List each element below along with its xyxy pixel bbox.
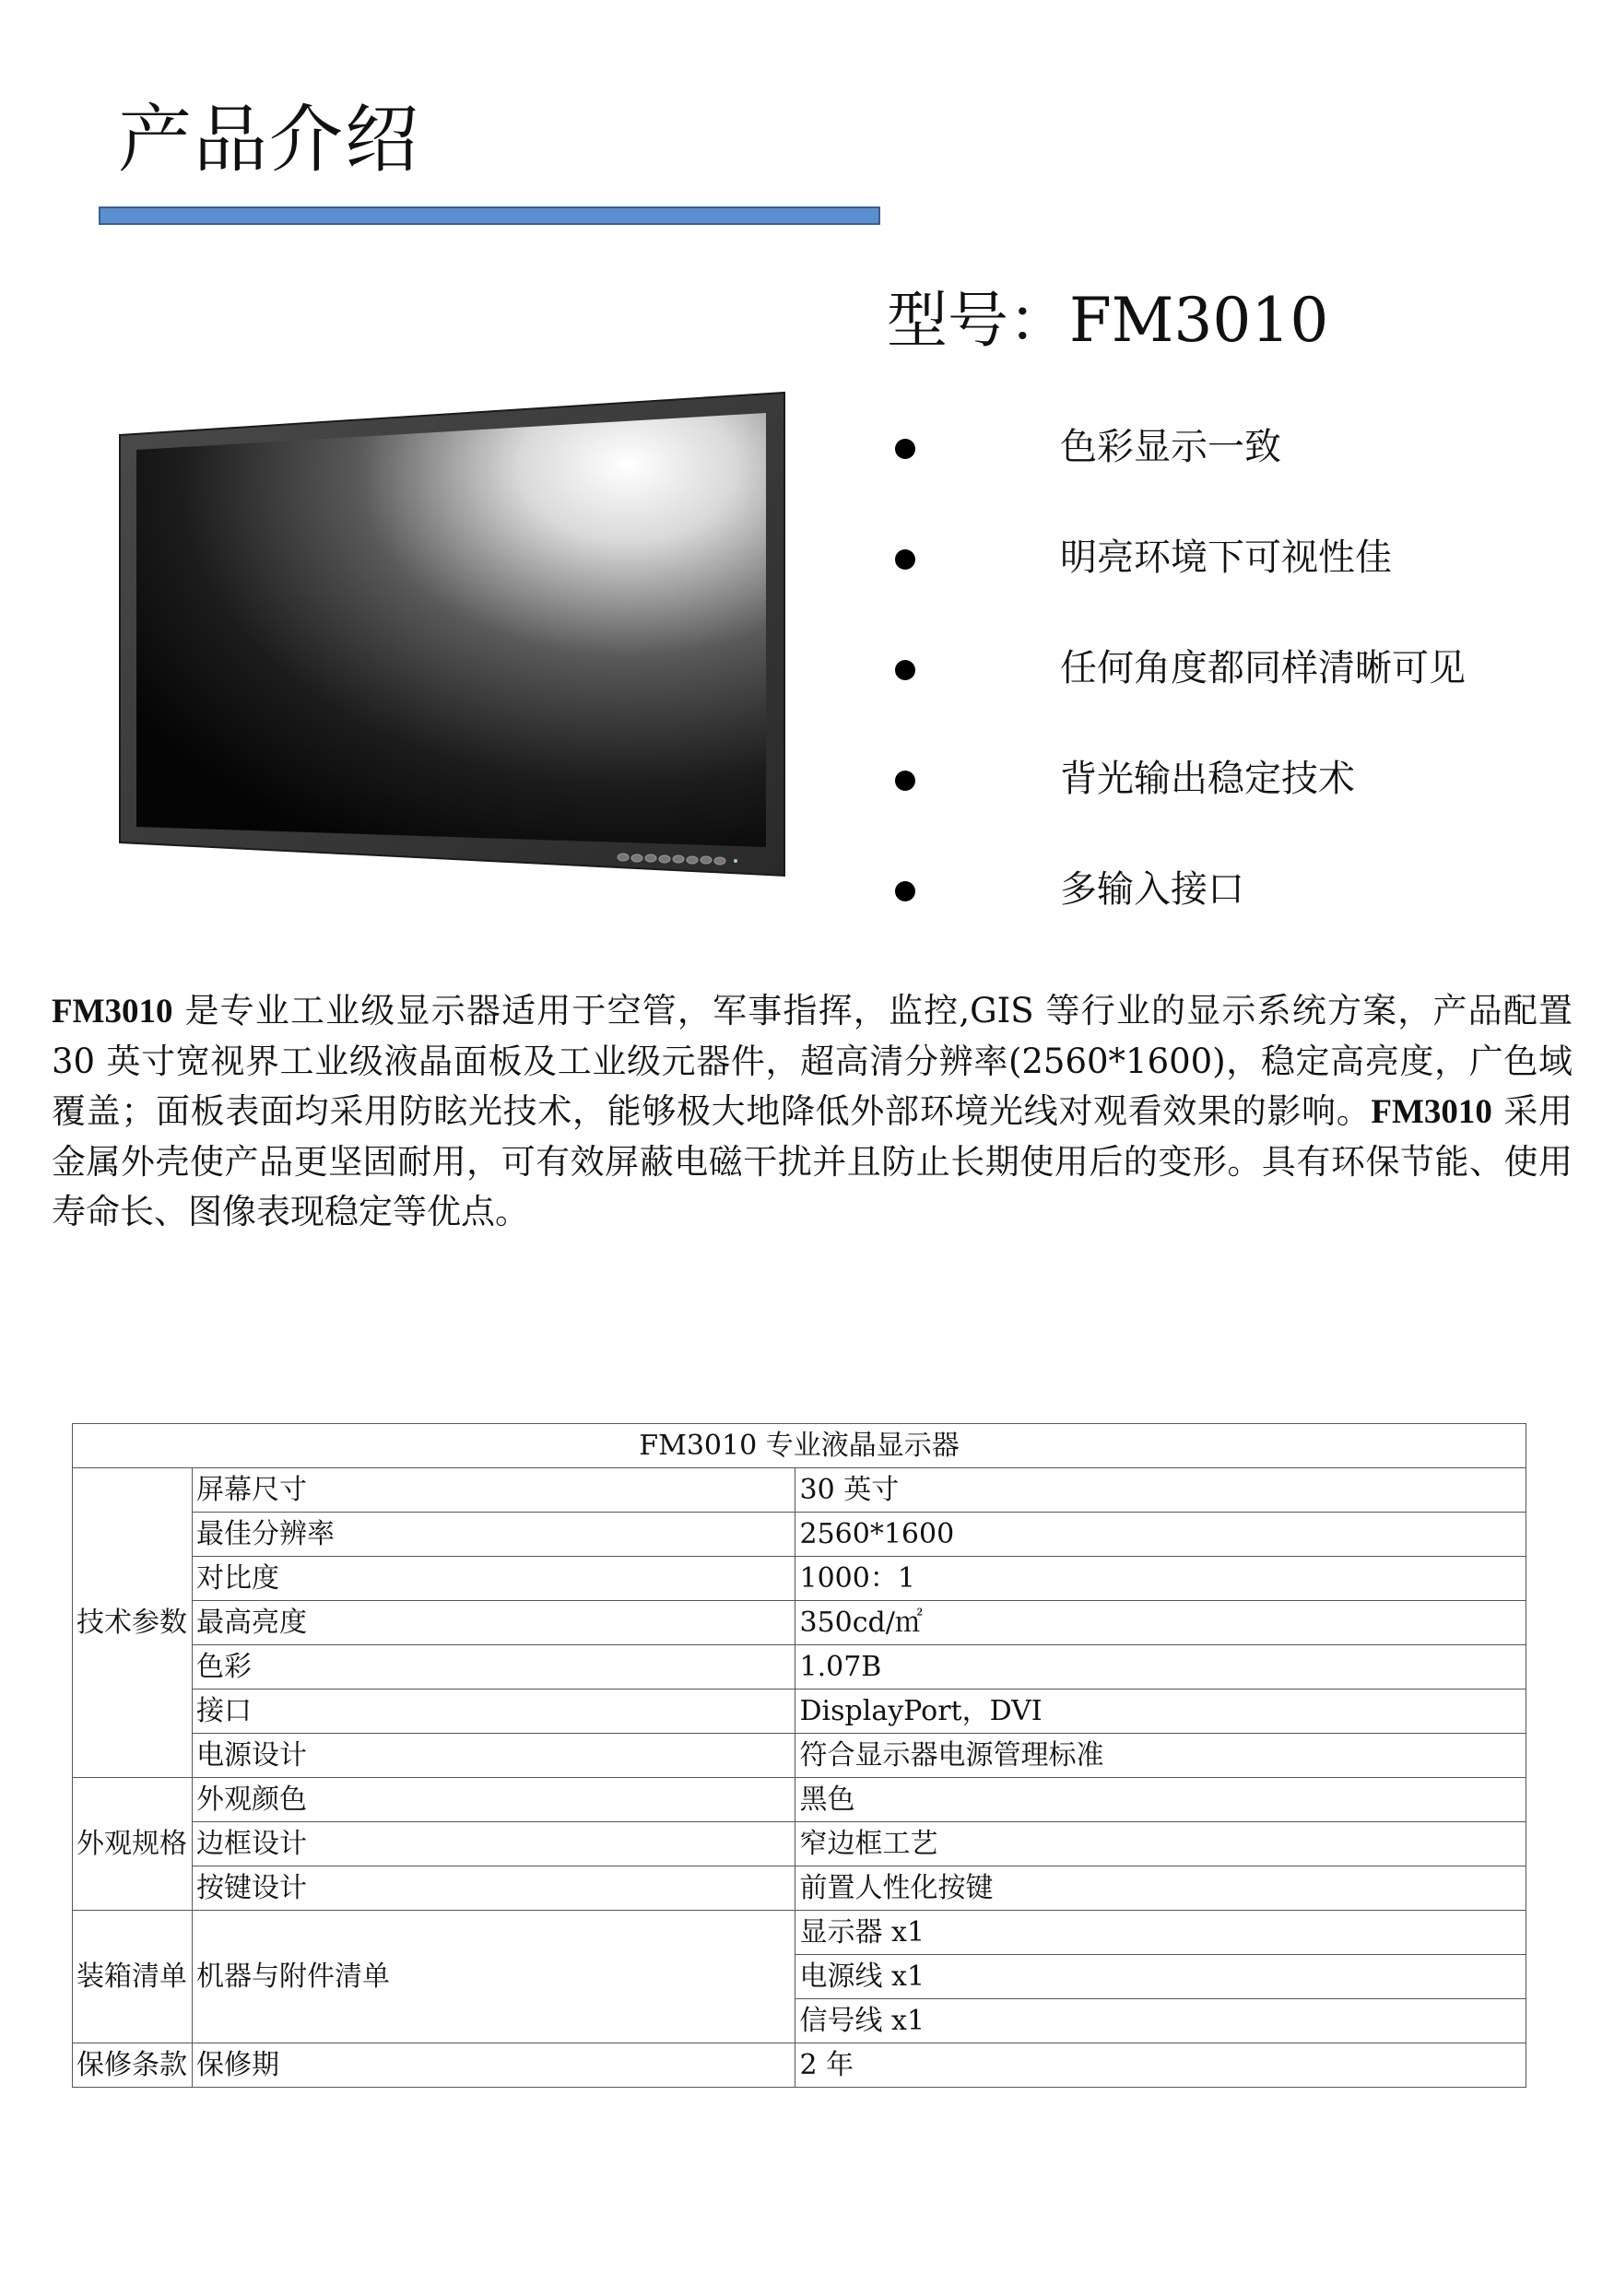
model-name: FM3010: [1371, 1093, 1492, 1131]
spec-name: 色彩: [192, 1645, 795, 1690]
spec-value: 1.07B: [795, 1645, 1526, 1690]
group-label: 保修条款: [73, 2043, 193, 2088]
bullet-icon: [895, 660, 915, 680]
description-text: 采用金属外壳使产品更坚固耐用，可有效屏蔽电磁干扰并且防止长期使用后的变形。具有环保节能、使用寿命长、图像表现稳定等优点。: [52, 1091, 1573, 1231]
spec-name: 最高亮度: [192, 1601, 795, 1645]
feature-item: [889, 424, 1553, 535]
spec-name: 外观颜色: [192, 1778, 795, 1822]
spec-name: 电源设计: [192, 1734, 795, 1778]
spec-value: 显示器 x1: [795, 1911, 1526, 1955]
spec-name: 屏幕尺寸: [192, 1468, 795, 1513]
spec-value: 黑色: [795, 1778, 1526, 1822]
feature-text: 多输入接口: [1060, 868, 1244, 911]
spec-value: 电源线 x1: [795, 1955, 1526, 1999]
bullet-icon: [895, 439, 915, 459]
title-underline-bar: [99, 206, 880, 225]
page-title: 产品介绍: [118, 97, 420, 183]
feature-text: 明亮环境下可视性佳: [1060, 536, 1392, 579]
feature-item: [889, 866, 1553, 977]
spec-value: 350cd/㎡: [795, 1601, 1526, 1645]
spec-name: 最佳分辨率: [192, 1513, 795, 1557]
spec-name: 机器与附件清单: [192, 1911, 795, 2043]
spec-name: 对比度: [192, 1557, 795, 1601]
group-label: 装箱清单: [73, 1911, 193, 2043]
spec-value: 1000：1: [795, 1557, 1526, 1601]
table-row: [73, 1645, 1526, 1690]
table-row: [73, 2043, 1526, 2088]
spec-value: 30 英寸: [795, 1468, 1526, 1513]
spec-table: [72, 1423, 1526, 2088]
spec-value: DisplayPort，DVI: [795, 1690, 1526, 1734]
table-row: [73, 1690, 1526, 1734]
table-row: [73, 1734, 1526, 1778]
spec-value: 符合显示器电源管理标准: [795, 1734, 1526, 1778]
table-caption: FM3010 专业液晶显示器: [73, 1424, 1526, 1468]
spec-name: 接口: [192, 1690, 795, 1734]
spec-value: 2 年: [795, 2043, 1526, 2088]
spec-value: 窄边框工艺: [795, 1822, 1526, 1866]
feature-item: [889, 645, 1553, 756]
spec-value: 信号线 x1: [795, 1999, 1526, 2043]
spec-name: 按键设计: [192, 1866, 795, 1911]
group-label: 技术参数: [73, 1468, 193, 1778]
product-description: [52, 986, 1573, 1237]
table-row: [73, 1822, 1526, 1866]
table-row: [73, 1601, 1526, 1645]
monitor-screen: [136, 413, 766, 847]
spec-name: 边框设计: [192, 1822, 795, 1866]
feature-list: [889, 424, 1553, 977]
table-caption-row: [73, 1424, 1526, 1468]
table-row: [73, 1866, 1526, 1911]
table-row: [73, 1557, 1526, 1601]
spec-value: 前置人性化按键: [795, 1866, 1526, 1911]
model-heading: 型号：FM3010: [887, 285, 1329, 356]
table-row: [73, 1513, 1526, 1557]
bullet-icon: [895, 771, 915, 791]
feature-text: 色彩显示一致: [1060, 426, 1281, 468]
spec-name: 保修期: [192, 2043, 795, 2088]
bullet-icon: [895, 881, 915, 901]
bullet-icon: [895, 549, 915, 570]
feature-item: [889, 535, 1553, 645]
group-label: 外观规格: [73, 1778, 193, 1911]
feature-text: 任何角度都同样清晰可见: [1060, 647, 1466, 689]
model-name: FM3010: [52, 993, 173, 1030]
monitor-image: [118, 389, 791, 887]
feature-item: [889, 756, 1553, 866]
spec-value: 2560*1600: [795, 1513, 1526, 1557]
description-text: 是专业工业级显示器适用于空管，军事指挥，监控,GIS 等行业的显示系统方案，产品配置 30 英寸宽视界工业级液晶面板及工业级元器件，超高清分辨率(2560*1600)，稳定高亮度，广色域覆盖；面板表面均采用防眩光技术，能够极大地降低外部环境光线对观看效果的影响。: [52, 991, 1573, 1131]
feature-text: 背光输出稳定技术: [1060, 758, 1355, 800]
table-row: [73, 1778, 1526, 1822]
table-row: [73, 1468, 1526, 1513]
table-row: [73, 1911, 1526, 1955]
